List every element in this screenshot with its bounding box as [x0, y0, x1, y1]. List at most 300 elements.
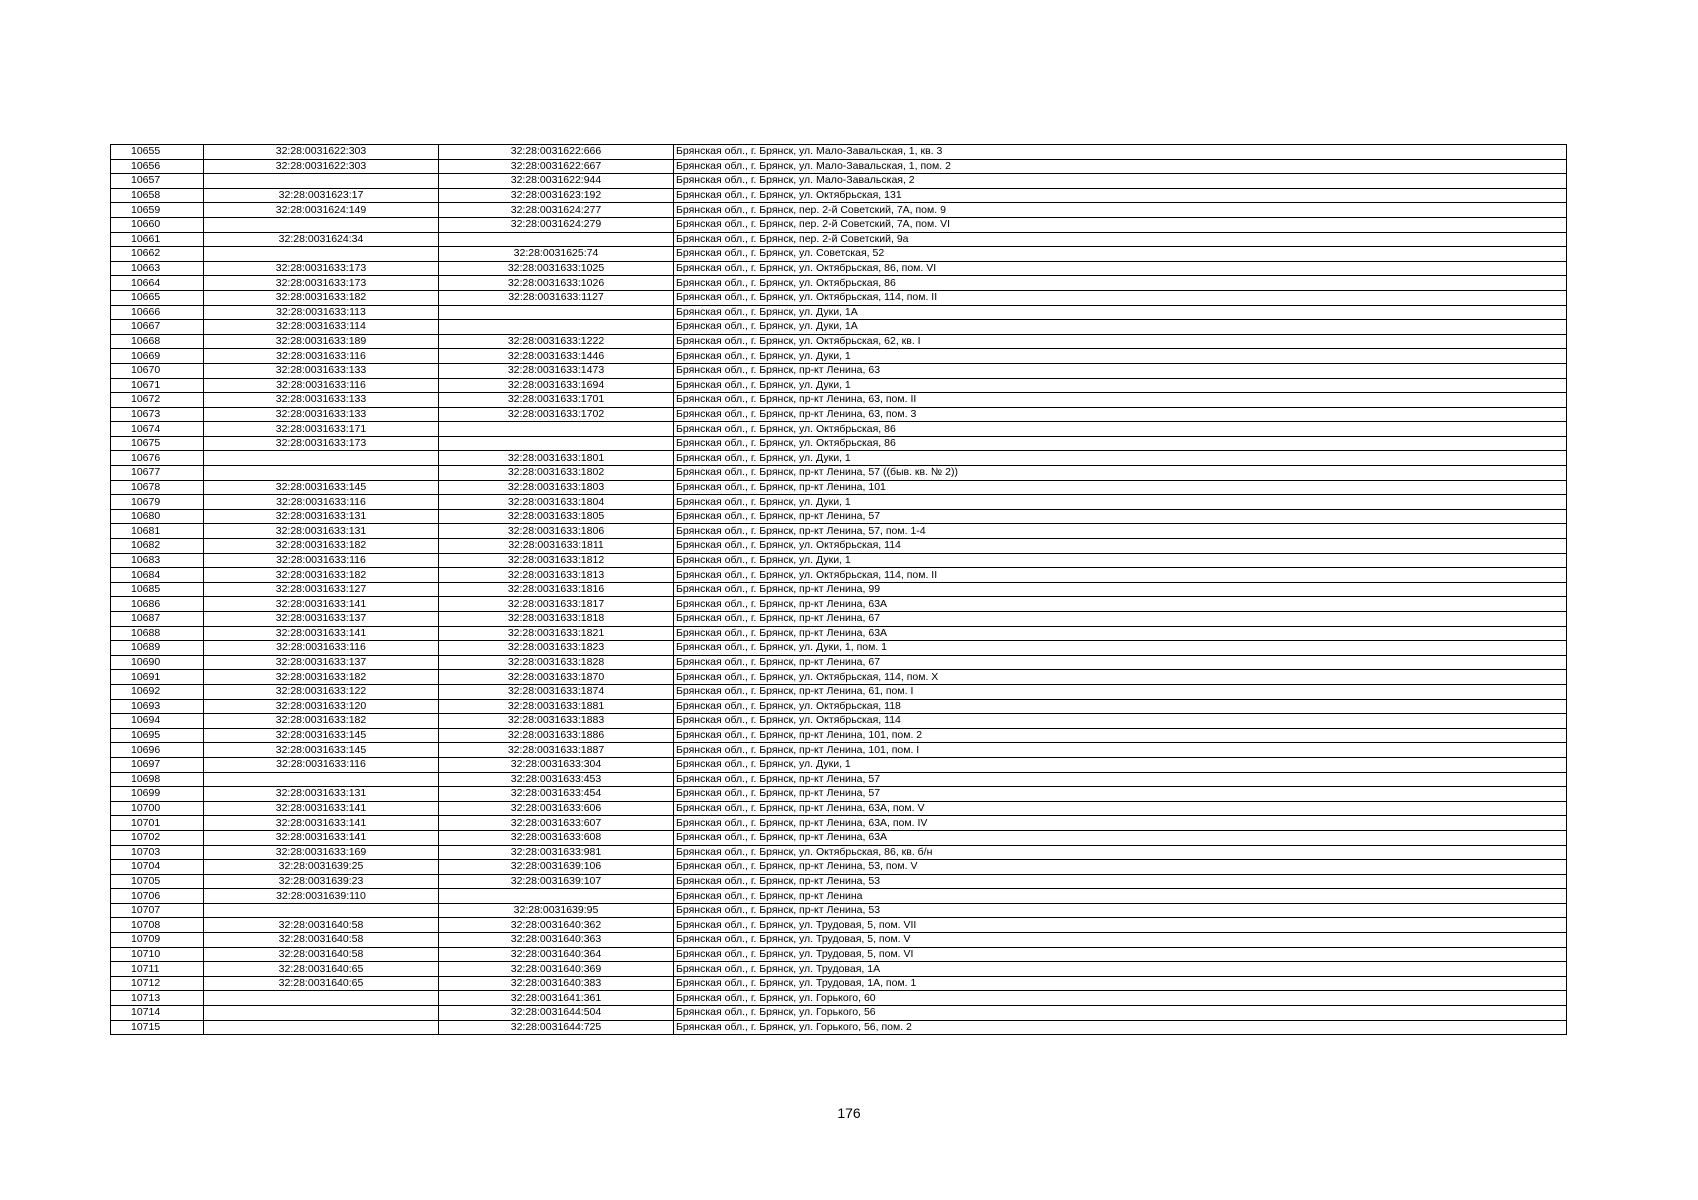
row-number-cell: 10707: [111, 903, 204, 918]
land-cadastral-number-cell: 32:28:0031639:23: [204, 874, 439, 889]
land-cadastral-number-cell: 32:28:0031633:189: [204, 334, 439, 349]
row-number-cell: 10706: [111, 889, 204, 904]
property-registry-table: [110, 144, 1567, 1035]
object-cadastral-number-cell: 32:28:0031633:1025: [439, 261, 674, 276]
row-number-cell: 10696: [111, 743, 204, 758]
address-cell: Брянская обл., г. Брянск, ул. Дуки, 1: [674, 553, 1567, 568]
land-cadastral-number-cell: 32:28:0031640:58: [204, 918, 439, 933]
row-number-cell: 10708: [111, 918, 204, 933]
land-cadastral-number-cell: [204, 217, 439, 232]
object-cadastral-number-cell: 32:28:0031633:1828: [439, 655, 674, 670]
table-row: [111, 933, 1567, 948]
row-number-cell: 10656: [111, 159, 204, 174]
address-cell: Брянская обл., г. Брянск, ул. Трудовая, 1А: [674, 962, 1567, 977]
row-number-cell: 10680: [111, 509, 204, 524]
object-cadastral-number-cell: 32:28:0031633:1805: [439, 509, 674, 524]
row-number-cell: 10670: [111, 363, 204, 378]
object-cadastral-number-cell: 32:28:0031633:1813: [439, 568, 674, 583]
row-number-cell: 10701: [111, 816, 204, 831]
object-cadastral-number-cell: 32:28:0031640:362: [439, 918, 674, 933]
address-cell: Брянская обл., г. Брянск, пер. 2-й Советский, 7А, пом. VI: [674, 217, 1567, 232]
object-cadastral-number-cell: 32:28:0031633:1883: [439, 714, 674, 729]
row-number-cell: 10666: [111, 305, 204, 320]
row-number-cell: 10664: [111, 276, 204, 291]
table-row: [111, 553, 1567, 568]
land-cadastral-number-cell: 32:28:0031633:182: [204, 568, 439, 583]
table-row: [111, 466, 1567, 481]
address-cell: Брянская обл., г. Брянск, пр-кт Ленина: [674, 889, 1567, 904]
land-cadastral-number-cell: 32:28:0031633:141: [204, 597, 439, 612]
row-number-cell: 10695: [111, 728, 204, 743]
row-number-cell: 10693: [111, 699, 204, 714]
object-cadastral-number-cell: 32:28:0031633:1026: [439, 276, 674, 291]
table-row: [111, 232, 1567, 247]
table-row: [111, 247, 1567, 262]
land-cadastral-number-cell: 32:28:0031633:133: [204, 363, 439, 378]
address-cell: Брянская обл., г. Брянск, пр-кт Ленина, 101, пом. I: [674, 743, 1567, 758]
land-cadastral-number-cell: 32:28:0031633:182: [204, 670, 439, 685]
address-cell: Брянская обл., г. Брянск, ул. Октябрьская, 131: [674, 188, 1567, 203]
table-row: [111, 699, 1567, 714]
object-cadastral-number-cell: 32:28:0031633:1821: [439, 626, 674, 641]
address-cell: Брянская обл., г. Брянск, пер. 2-й Советский, 7А, пом. 9: [674, 203, 1567, 218]
address-cell: Брянская обл., г. Брянск, пер. 2-й Советский, 9а: [674, 232, 1567, 247]
address-cell: Брянская обл., г. Брянск, пр-кт Ленина, 63А: [674, 597, 1567, 612]
address-cell: Брянская обл., г. Брянск, ул. Октябрьская, 114, пом. II: [674, 290, 1567, 305]
row-number-cell: 10678: [111, 480, 204, 495]
land-cadastral-number-cell: 32:28:0031633:116: [204, 757, 439, 772]
row-number-cell: 10679: [111, 495, 204, 510]
object-cadastral-number-cell: 32:28:0031633:1818: [439, 612, 674, 627]
table-row: [111, 830, 1567, 845]
object-cadastral-number-cell: 32:28:0031633:1801: [439, 451, 674, 466]
address-cell: Брянская обл., г. Брянск, ул. Октябрьская, 86, пом. VI: [674, 261, 1567, 276]
table-row: [111, 217, 1567, 232]
object-cadastral-number-cell: [439, 889, 674, 904]
address-cell: Брянская обл., г. Брянск, пр-кт Ленина, 63, пом. 3: [674, 407, 1567, 422]
address-cell: Брянская обл., г. Брянск, ул. Октябрьская, 114, пом. X: [674, 670, 1567, 685]
address-cell: Брянская обл., г. Брянск, пр-кт Ленина, 63: [674, 363, 1567, 378]
row-number-cell: 10669: [111, 349, 204, 364]
table-row: [111, 991, 1567, 1006]
row-number-cell: 10682: [111, 539, 204, 554]
address-cell: Брянская обл., г. Брянск, пр-кт Ленина, 53: [674, 874, 1567, 889]
address-cell: Брянская обл., г. Брянск, ул. Горького, 60: [674, 991, 1567, 1006]
land-cadastral-number-cell: 32:28:0031633:141: [204, 830, 439, 845]
table-row: [111, 539, 1567, 554]
land-cadastral-number-cell: 32:28:0031633:169: [204, 845, 439, 860]
row-number-cell: 10665: [111, 290, 204, 305]
address-cell: Брянская обл., г. Брянск, ул. Горького, 56: [674, 1006, 1567, 1021]
object-cadastral-number-cell: 32:28:0031633:1804: [439, 495, 674, 510]
table-row: [111, 582, 1567, 597]
land-cadastral-number-cell: 32:28:0031633:114: [204, 320, 439, 335]
table-row: [111, 276, 1567, 291]
object-cadastral-number-cell: 32:28:0031633:454: [439, 787, 674, 802]
table-row: [111, 159, 1567, 174]
object-cadastral-number-cell: 32:28:0031639:95: [439, 903, 674, 918]
row-number-cell: 10704: [111, 860, 204, 875]
land-cadastral-number-cell: 32:28:0031633:120: [204, 699, 439, 714]
table-row: [111, 860, 1567, 875]
object-cadastral-number-cell: 32:28:0031633:1887: [439, 743, 674, 758]
table-row: [111, 626, 1567, 641]
address-cell: Брянская обл., г. Брянск, пр-кт Ленина, 67: [674, 612, 1567, 627]
address-cell: Брянская обл., г. Брянск, пр-кт Ленина, 57: [674, 509, 1567, 524]
address-cell: Брянская обл., г. Брянск, пр-кт Ленина, 61, пом. I: [674, 684, 1567, 699]
row-number-cell: 10709: [111, 933, 204, 948]
address-cell: Брянская обл., г. Брянск, ул. Мало-Завальская, 1, пом. 2: [674, 159, 1567, 174]
object-cadastral-number-cell: 32:28:0031633:1127: [439, 290, 674, 305]
row-number-cell: 10676: [111, 451, 204, 466]
object-cadastral-number-cell: 32:28:0031644:504: [439, 1006, 674, 1021]
object-cadastral-number-cell: [439, 232, 674, 247]
address-cell: Брянская обл., г. Брянск, пр-кт Ленина, 63А, пом. IV: [674, 816, 1567, 831]
object-cadastral-number-cell: 32:28:0031633:981: [439, 845, 674, 860]
row-number-cell: 10687: [111, 612, 204, 627]
table-row: [111, 772, 1567, 787]
table-row: [111, 188, 1567, 203]
address-cell: Брянская обл., г. Брянск, ул. Трудовая, 5, пом. VI: [674, 947, 1567, 962]
object-cadastral-number-cell: 32:28:0031633:1803: [439, 480, 674, 495]
table-row: [111, 393, 1567, 408]
table-row: [111, 261, 1567, 276]
object-cadastral-number-cell: 32:28:0031644:725: [439, 1020, 674, 1035]
table-row: [111, 728, 1567, 743]
table-row: [111, 612, 1567, 627]
row-number-cell: 10690: [111, 655, 204, 670]
land-cadastral-number-cell: 32:28:0031633:173: [204, 276, 439, 291]
land-cadastral-number-cell: 32:28:0031633:173: [204, 436, 439, 451]
address-cell: Брянская обл., г. Брянск, пр-кт Ленина, 53: [674, 903, 1567, 918]
table-row: [111, 451, 1567, 466]
object-cadastral-number-cell: [439, 305, 674, 320]
row-number-cell: 10657: [111, 174, 204, 189]
row-number-cell: 10711: [111, 962, 204, 977]
object-cadastral-number-cell: 32:28:0031624:277: [439, 203, 674, 218]
object-cadastral-number-cell: 32:28:0031641:361: [439, 991, 674, 1006]
table-row: [111, 714, 1567, 729]
object-cadastral-number-cell: 32:28:0031633:1870: [439, 670, 674, 685]
object-cadastral-number-cell: 32:28:0031640:369: [439, 962, 674, 977]
table-row: [111, 1006, 1567, 1021]
registry-table-body: [111, 145, 1567, 1035]
table-row: [111, 655, 1567, 670]
row-number-cell: 10661: [111, 232, 204, 247]
object-cadastral-number-cell: [439, 422, 674, 437]
address-cell: Брянская обл., г. Брянск, пр-кт Ленина, 101: [674, 480, 1567, 495]
land-cadastral-number-cell: [204, 247, 439, 262]
row-number-cell: 10681: [111, 524, 204, 539]
address-cell: Брянская обл., г. Брянск, пр-кт Ленина, 57: [674, 772, 1567, 787]
row-number-cell: 10667: [111, 320, 204, 335]
object-cadastral-number-cell: 32:28:0031633:1817: [439, 597, 674, 612]
address-cell: Брянская обл., г. Брянск, ул. Дуки, 1: [674, 757, 1567, 772]
land-cadastral-number-cell: 32:28:0031633:131: [204, 787, 439, 802]
address-cell: Брянская обл., г. Брянск, ул. Трудовая, 5, пом. V: [674, 933, 1567, 948]
address-cell: Брянская обл., г. Брянск, ул. Октябрьская, 62, кв. I: [674, 334, 1567, 349]
row-number-cell: 10659: [111, 203, 204, 218]
object-cadastral-number-cell: 32:28:0031633:1802: [439, 466, 674, 481]
land-cadastral-number-cell: [204, 1006, 439, 1021]
row-number-cell: 10705: [111, 874, 204, 889]
land-cadastral-number-cell: 32:28:0031633:131: [204, 509, 439, 524]
object-cadastral-number-cell: [439, 320, 674, 335]
row-number-cell: 10698: [111, 772, 204, 787]
land-cadastral-number-cell: 32:28:0031633:133: [204, 393, 439, 408]
row-number-cell: 10672: [111, 393, 204, 408]
land-cadastral-number-cell: 32:28:0031622:303: [204, 159, 439, 174]
table-row: [111, 641, 1567, 656]
object-cadastral-number-cell: 32:28:0031623:192: [439, 188, 674, 203]
object-cadastral-number-cell: 32:28:0031633:1473: [439, 363, 674, 378]
land-cadastral-number-cell: 32:28:0031633:127: [204, 582, 439, 597]
object-cadastral-number-cell: 32:28:0031640:363: [439, 933, 674, 948]
row-number-cell: 10671: [111, 378, 204, 393]
address-cell: Брянская обл., г. Брянск, ул. Октябрьская, 118: [674, 699, 1567, 714]
table-row: [111, 363, 1567, 378]
object-cadastral-number-cell: 32:28:0031622:667: [439, 159, 674, 174]
table-row: [111, 947, 1567, 962]
object-cadastral-number-cell: [439, 436, 674, 451]
address-cell: Брянская обл., г. Брянск, ул. Октябрьская, 86: [674, 276, 1567, 291]
object-cadastral-number-cell: 32:28:0031639:107: [439, 874, 674, 889]
object-cadastral-number-cell: 32:28:0031633:1812: [439, 553, 674, 568]
address-cell: Брянская обл., г. Брянск, ул. Октябрьская, 114: [674, 714, 1567, 729]
address-cell: Брянская обл., г. Брянск, пр-кт Ленина, 57 ((быв. кв. № 2)): [674, 466, 1567, 481]
object-cadastral-number-cell: 32:28:0031633:608: [439, 830, 674, 845]
object-cadastral-number-cell: 32:28:0031633:304: [439, 757, 674, 772]
table-row: [111, 1020, 1567, 1035]
row-number-cell: 10703: [111, 845, 204, 860]
land-cadastral-number-cell: 32:28:0031633:116: [204, 553, 439, 568]
address-cell: Брянская обл., г. Брянск, пр-кт Ленина, 53, пом. V: [674, 860, 1567, 875]
row-number-cell: 10668: [111, 334, 204, 349]
object-cadastral-number-cell: 32:28:0031633:607: [439, 816, 674, 831]
address-cell: Брянская обл., г. Брянск, ул. Дуки, 1: [674, 349, 1567, 364]
address-cell: Брянская обл., г. Брянск, ул. Мало-Завальская, 1, кв. 3: [674, 145, 1567, 160]
land-cadastral-number-cell: [204, 903, 439, 918]
row-number-cell: 10710: [111, 947, 204, 962]
address-cell: Брянская обл., г. Брянск, ул. Горького, 56, пом. 2: [674, 1020, 1567, 1035]
address-cell: Брянская обл., г. Брянск, пр-кт Ленина, 101, пом. 2: [674, 728, 1567, 743]
land-cadastral-number-cell: 32:28:0031633:116: [204, 641, 439, 656]
table-row: [111, 801, 1567, 816]
land-cadastral-number-cell: [204, 174, 439, 189]
object-cadastral-number-cell: 32:28:0031633:606: [439, 801, 674, 816]
object-cadastral-number-cell: 32:28:0031633:1881: [439, 699, 674, 714]
table-row: [111, 145, 1567, 160]
address-cell: Брянская обл., г. Брянск, ул. Дуки, 1А: [674, 305, 1567, 320]
object-cadastral-number-cell: 32:28:0031633:1874: [439, 684, 674, 699]
address-cell: Брянская обл., г. Брянск, ул. Мало-Завальская, 2: [674, 174, 1567, 189]
land-cadastral-number-cell: 32:28:0031623:17: [204, 188, 439, 203]
object-cadastral-number-cell: 32:28:0031622:666: [439, 145, 674, 160]
row-number-cell: 10684: [111, 568, 204, 583]
address-cell: Брянская обл., г. Брянск, ул. Трудовая, 5, пом. VII: [674, 918, 1567, 933]
row-number-cell: 10688: [111, 626, 204, 641]
land-cadastral-number-cell: 32:28:0031633:173: [204, 261, 439, 276]
land-cadastral-number-cell: 32:28:0031633:116: [204, 349, 439, 364]
row-number-cell: 10683: [111, 553, 204, 568]
row-number-cell: 10692: [111, 684, 204, 699]
address-cell: Брянская обл., г. Брянск, ул. Дуки, 1, пом. 1: [674, 641, 1567, 656]
object-cadastral-number-cell: 32:28:0031633:1694: [439, 378, 674, 393]
object-cadastral-number-cell: 32:28:0031622:944: [439, 174, 674, 189]
row-number-cell: 10699: [111, 787, 204, 802]
address-cell: Брянская обл., г. Брянск, ул. Советская, 52: [674, 247, 1567, 262]
land-cadastral-number-cell: 32:28:0031633:122: [204, 684, 439, 699]
table-row: [111, 305, 1567, 320]
table-row: [111, 962, 1567, 977]
address-cell: Брянская обл., г. Брянск, ул. Дуки, 1: [674, 378, 1567, 393]
land-cadastral-number-cell: 32:28:0031639:110: [204, 889, 439, 904]
object-cadastral-number-cell: 32:28:0031640:364: [439, 947, 674, 962]
land-cadastral-number-cell: [204, 451, 439, 466]
land-cadastral-number-cell: 32:28:0031633:141: [204, 626, 439, 641]
table-row: [111, 787, 1567, 802]
address-cell: Брянская обл., г. Брянск, пр-кт Ленина, 57: [674, 787, 1567, 802]
address-cell: Брянская обл., г. Брянск, ул. Октябрьская, 114: [674, 539, 1567, 554]
table-row: [111, 334, 1567, 349]
object-cadastral-number-cell: 32:28:0031633:1446: [439, 349, 674, 364]
table-row: [111, 495, 1567, 510]
land-cadastral-number-cell: 32:28:0031624:149: [204, 203, 439, 218]
table-row: [111, 597, 1567, 612]
land-cadastral-number-cell: 32:28:0031640:58: [204, 933, 439, 948]
table-row: [111, 918, 1567, 933]
table-row: [111, 480, 1567, 495]
address-cell: Брянская обл., г. Брянск, ул. Октябрьская, 86: [674, 436, 1567, 451]
address-cell: Брянская обл., г. Брянск, ул. Трудовая, 1А, пом. 1: [674, 976, 1567, 991]
row-number-cell: 10691: [111, 670, 204, 685]
table-row: [111, 509, 1567, 524]
object-cadastral-number-cell: 32:28:0031633:1816: [439, 582, 674, 597]
table-row: [111, 320, 1567, 335]
object-cadastral-number-cell: 32:28:0031633:1806: [439, 524, 674, 539]
row-number-cell: 10677: [111, 466, 204, 481]
land-cadastral-number-cell: 32:28:0031633:116: [204, 495, 439, 510]
object-cadastral-number-cell: 32:28:0031640:383: [439, 976, 674, 991]
row-number-cell: 10713: [111, 991, 204, 1006]
object-cadastral-number-cell: 32:28:0031625:74: [439, 247, 674, 262]
land-cadastral-number-cell: 32:28:0031633:145: [204, 480, 439, 495]
address-cell: Брянская обл., г. Брянск, ул. Дуки, 1А: [674, 320, 1567, 335]
row-number-cell: 10700: [111, 801, 204, 816]
row-number-cell: 10715: [111, 1020, 204, 1035]
land-cadastral-number-cell: 32:28:0031633:131: [204, 524, 439, 539]
object-cadastral-number-cell: 32:28:0031633:1823: [439, 641, 674, 656]
address-cell: Брянская обл., г. Брянск, ул. Октябрьская, 86: [674, 422, 1567, 437]
address-cell: Брянская обл., г. Брянск, пр-кт Ленина, 63А: [674, 830, 1567, 845]
object-cadastral-number-cell: 32:28:0031633:1701: [439, 393, 674, 408]
land-cadastral-number-cell: 32:28:0031633:116: [204, 378, 439, 393]
land-cadastral-number-cell: 32:28:0031633:182: [204, 539, 439, 554]
table-row: [111, 203, 1567, 218]
land-cadastral-number-cell: 32:28:0031624:34: [204, 232, 439, 247]
address-cell: Брянская обл., г. Брянск, ул. Октябрьская, 114, пом. II: [674, 568, 1567, 583]
land-cadastral-number-cell: 32:28:0031633:145: [204, 743, 439, 758]
object-cadastral-number-cell: 32:28:0031639:106: [439, 860, 674, 875]
row-number-cell: 10685: [111, 582, 204, 597]
table-row: [111, 903, 1567, 918]
row-number-cell: 10663: [111, 261, 204, 276]
address-cell: Брянская обл., г. Брянск, пр-кт Ленина, 67: [674, 655, 1567, 670]
page-number: 176: [837, 1105, 861, 1121]
land-cadastral-number-cell: 32:28:0031633:113: [204, 305, 439, 320]
table-row: [111, 524, 1567, 539]
row-number-cell: 10714: [111, 1006, 204, 1021]
row-number-cell: 10686: [111, 597, 204, 612]
table-row: [111, 743, 1567, 758]
table-row: [111, 874, 1567, 889]
address-cell: Брянская обл., г. Брянск, ул. Октябрьская, 86, кв. б/н: [674, 845, 1567, 860]
row-number-cell: 10712: [111, 976, 204, 991]
row-number-cell: 10674: [111, 422, 204, 437]
table-row: [111, 174, 1567, 189]
land-cadastral-number-cell: [204, 466, 439, 481]
table-row: [111, 889, 1567, 904]
table-row: [111, 670, 1567, 685]
address-cell: Брянская обл., г. Брянск, пр-кт Ленина, 63А: [674, 626, 1567, 641]
object-cadastral-number-cell: 32:28:0031633:1811: [439, 539, 674, 554]
land-cadastral-number-cell: 32:28:0031639:25: [204, 860, 439, 875]
object-cadastral-number-cell: 32:28:0031633:453: [439, 772, 674, 787]
land-cadastral-number-cell: [204, 1020, 439, 1035]
address-cell: Брянская обл., г. Брянск, ул. Дуки, 1: [674, 451, 1567, 466]
land-cadastral-number-cell: 32:28:0031622:303: [204, 145, 439, 160]
land-cadastral-number-cell: 32:28:0031640:65: [204, 962, 439, 977]
land-cadastral-number-cell: 32:28:0031640:58: [204, 947, 439, 962]
row-number-cell: 10697: [111, 757, 204, 772]
land-cadastral-number-cell: 32:28:0031633:133: [204, 407, 439, 422]
land-cadastral-number-cell: [204, 772, 439, 787]
table-row: [111, 290, 1567, 305]
address-cell: Брянская обл., г. Брянск, пр-кт Ленина, 57, пом. 1-4: [674, 524, 1567, 539]
land-cadastral-number-cell: 32:28:0031633:137: [204, 655, 439, 670]
land-cadastral-number-cell: 32:28:0031633:137: [204, 612, 439, 627]
table-row: [111, 422, 1567, 437]
land-cadastral-number-cell: 32:28:0031640:65: [204, 976, 439, 991]
row-number-cell: 10673: [111, 407, 204, 422]
table-row: [111, 407, 1567, 422]
row-number-cell: 10702: [111, 830, 204, 845]
address-cell: Брянская обл., г. Брянск, пр-кт Ленина, 63, пом. II: [674, 393, 1567, 408]
address-cell: Брянская обл., г. Брянск, ул. Дуки, 1: [674, 495, 1567, 510]
table-row: [111, 436, 1567, 451]
address-cell: Брянская обл., г. Брянск, пр-кт Ленина, 63А, пом. V: [674, 801, 1567, 816]
land-cadastral-number-cell: 32:28:0031633:182: [204, 290, 439, 305]
row-number-cell: 10675: [111, 436, 204, 451]
land-cadastral-number-cell: 32:28:0031633:145: [204, 728, 439, 743]
table-row: [111, 757, 1567, 772]
object-cadastral-number-cell: 32:28:0031633:1702: [439, 407, 674, 422]
row-number-cell: 10660: [111, 217, 204, 232]
land-cadastral-number-cell: 32:28:0031633:171: [204, 422, 439, 437]
table-row: [111, 568, 1567, 583]
table-row: [111, 349, 1567, 364]
row-number-cell: 10658: [111, 188, 204, 203]
table-row: [111, 684, 1567, 699]
table-row: [111, 816, 1567, 831]
table-row: [111, 845, 1567, 860]
row-number-cell: 10694: [111, 714, 204, 729]
land-cadastral-number-cell: [204, 991, 439, 1006]
row-number-cell: 10662: [111, 247, 204, 262]
land-cadastral-number-cell: 32:28:0031633:182: [204, 714, 439, 729]
land-cadastral-number-cell: 32:28:0031633:141: [204, 816, 439, 831]
object-cadastral-number-cell: 32:28:0031633:1886: [439, 728, 674, 743]
